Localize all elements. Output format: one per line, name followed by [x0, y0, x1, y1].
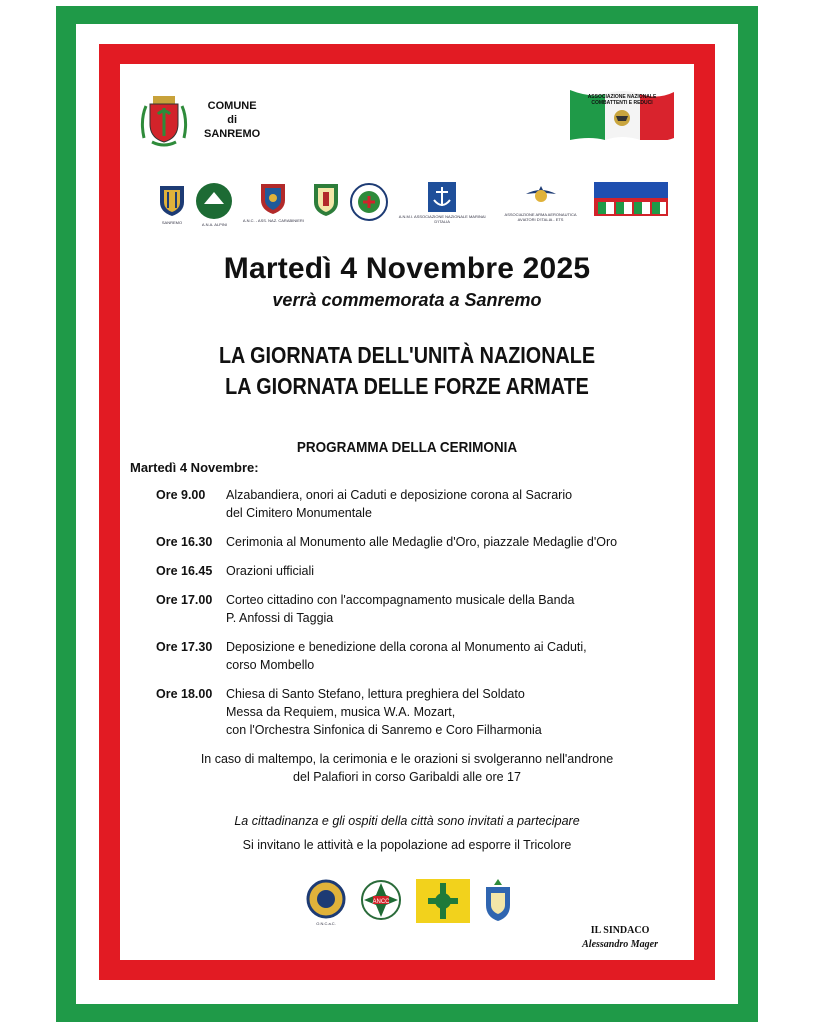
combattenti-reduci-flag: [570, 90, 674, 140]
program-time: Ore 16.30: [156, 535, 213, 549]
program-desc: Alzabandiera, onori ai Caduti e deposizione corona al Sacrario del Cimitero Monumentale: [226, 488, 573, 520]
ana-alpini-logo: [194, 182, 234, 227]
ancc-cross-icon: [360, 879, 402, 921]
event-date-title: Martedì 4 Novembre 2025: [223, 252, 591, 285]
program-time: Ore 17.30: [156, 640, 213, 654]
shield-emblem-icon: [312, 182, 340, 218]
logo-caption: A.N.A. ALPINI: [201, 222, 227, 227]
program-desc: Deposizione e benedizione della corona al Monumento ai Caduti, corso Mombello: [226, 640, 587, 672]
oncac-emblem-icon: [306, 879, 346, 919]
anpi-banner-icon: [594, 182, 668, 216]
program-desc: Orazioni ufficiali: [226, 564, 315, 578]
association-logos: [158, 182, 668, 227]
alpini-emblem-icon: [194, 182, 234, 220]
shield-emblem-logo: [312, 182, 340, 218]
program-list: [156, 486, 696, 750]
event-headline: [160, 340, 654, 402]
marinai-logo: [397, 182, 487, 224]
oncac-logo: [306, 879, 346, 926]
program-time: Ore 16.45: [156, 564, 213, 578]
carabinieri-shield-icon: [259, 182, 287, 216]
program-item: [156, 562, 696, 580]
aviation-wings-icon: [526, 182, 556, 210]
comune-line: COMUNE: [207, 100, 257, 112]
program-item: [156, 685, 696, 739]
program-day: Martedì 4 Novembre:: [130, 460, 259, 475]
sanremo-crest-icon: [138, 92, 190, 148]
program-desc: Corteo cittadino con l'accompagnamento musicale della Banda P. Anfossi di Taggia: [226, 593, 575, 625]
signature-name: Alessandro Mager: [582, 939, 658, 950]
program-desc: Chiesa di Santo Stefano, lettura preghiera del Soldato Messa da Requiem, musica W.A. Mozart, con l'Orchestra Sinfonica di Sanremo e Coro Filharmonia: [226, 687, 542, 737]
small-shield-logo: [484, 879, 512, 923]
weather-note: In caso di maltempo, la cerimonia e le orazioni si svolgeranno nell'androne del Palafiori in corso Garibaldi alle ore 17: [200, 752, 614, 784]
program-item: [156, 486, 696, 522]
event-subtitle: verrà commemorata a Sanremo: [272, 290, 542, 310]
artiglieri-shield-icon: [158, 182, 186, 218]
logo-caption: A.N.C. - ASS. NAZ. CARABINIERI: [242, 218, 304, 223]
comune-header: [138, 92, 260, 148]
logo-caption: A.N.M.I. ASSOCIAZIONE NAZIONALE MARINAI D'ITALIA: [398, 214, 486, 224]
comune-line: di: [227, 114, 237, 126]
aeronautica-logo: [496, 182, 586, 222]
logo-caption: O.N.C.a.C.: [316, 921, 336, 926]
program-item: [156, 533, 696, 551]
signature-block: [582, 924, 658, 952]
logo-caption: SANREMO: [161, 220, 183, 225]
yellow-green-emblem-icon: [416, 879, 470, 923]
comune-line: SANREMO: [204, 128, 261, 140]
program-time: Ore 18.00: [156, 687, 213, 701]
gruppo-artiglieri-logo: [158, 182, 186, 225]
circular-emblem-logo: [349, 182, 389, 222]
ancc-logo: [360, 879, 402, 921]
anchor-icon: [428, 182, 456, 212]
bottom-logos: [306, 879, 512, 926]
circular-emblem-icon: [349, 182, 389, 222]
program-time: Ore 9.00: [156, 488, 206, 502]
tricolore-request: Si invitano le attività e la popolazione ad esporre il Tricolore: [242, 838, 572, 852]
program-title: PROGRAMMA DELLA CERIMONIA: [296, 439, 518, 456]
signature-role: IL SINDACO: [590, 925, 650, 936]
small-shield-icon: [484, 879, 512, 923]
carabinieri-logo: [243, 182, 304, 223]
logo-caption: ASSOCIAZIONE ARMA AERONAUTICA AVIATORI D'ITALIA - ETS: [504, 212, 577, 222]
program-item: [156, 638, 696, 674]
invitation-text: La cittadinanza e gli ospiti della città sono invitati a partecipare: [234, 814, 580, 828]
headline-line: LA GIORNATA DELLE FORZE ARMATE: [225, 373, 589, 399]
program-item: [156, 591, 696, 627]
assoc-label: ASSOCIAZIONE NAZIONALE COMBATTENTI E REDUCI: [587, 94, 657, 106]
comune-title: [204, 99, 260, 141]
anpi-logo: [594, 182, 668, 216]
program-time: Ore 17.00: [156, 593, 213, 607]
yellow-green-emblem-logo: [416, 879, 470, 923]
program-desc: Cerimonia al Monumento alle Medaglie d'Oro, piazzale Medaglie d'Oro: [226, 535, 618, 549]
ancc-label: ANCC: [372, 899, 390, 905]
poster-page: [120, 64, 694, 960]
headline-line: LA GIORNATA DELL'UNITÀ NAZIONALE: [218, 342, 596, 368]
